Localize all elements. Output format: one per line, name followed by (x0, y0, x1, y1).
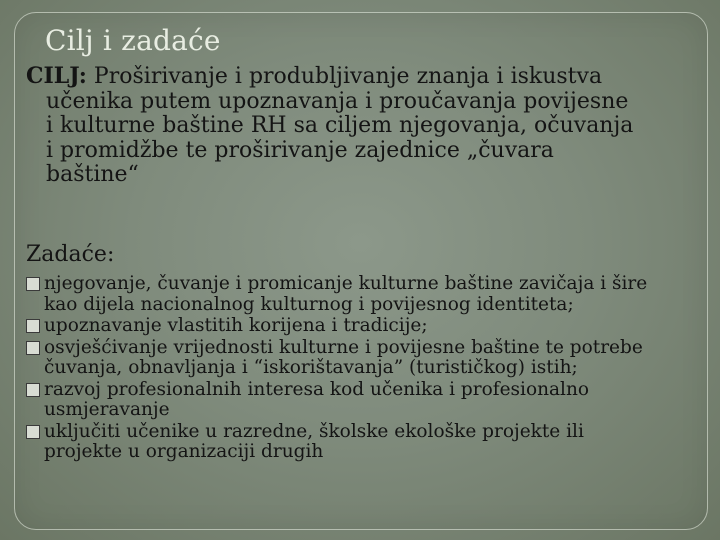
tasks-list (26, 274, 716, 464)
goal-line-1 (26, 64, 706, 90)
bullet-box-icon (26, 277, 40, 291)
task-item (26, 338, 716, 379)
goal-line-2: učenika putem upoznavanja i proučavanja povijesne (46, 88, 629, 114)
tasks-heading: Zadaće: (26, 242, 115, 267)
bullet-box-icon (26, 319, 40, 333)
task-item (26, 274, 716, 315)
goal-line-4: i promidžbe te proširivanje zajednice „čuvara (46, 137, 554, 163)
goal-label: CILJ: (26, 63, 87, 89)
task-item (26, 422, 716, 463)
task-line: uključiti učenike u razredne, školske ekološke projekte ili (44, 420, 584, 442)
task-line: usmjeravanje (44, 399, 170, 420)
task-line: projekte u organizaciji drugih (44, 441, 324, 462)
goal-line-3: i kulturne baštine RH sa ciljem njegovanja, očuvanja (46, 113, 634, 138)
task-item (26, 380, 716, 421)
task-line: razvoj profesionalnih interesa kod učenika i profesionalno (44, 378, 590, 400)
task-line: osvješćivanje vrijednosti kulturne i povijesne baštine te potrebe (44, 336, 643, 358)
bullet-box-icon (26, 341, 40, 355)
goal-paragraph (26, 64, 706, 188)
task-line: kao dijela nacionalnog kulturnog i povijesnog identiteta; (44, 293, 574, 315)
task-line: upoznavanje vlastitih korijena i tradicije; (44, 315, 428, 336)
slide-title: Cilj i zadaće (45, 24, 221, 57)
task-item (26, 316, 716, 337)
bullet-box-icon (26, 383, 40, 397)
task-line: čuvanja, obnavljanja i “iskorištavanja” (turističkog) istih; (44, 357, 578, 378)
goal-text-1: Proširivanje i produbljivanje znanja i iskustva (93, 64, 603, 89)
task-line: njegovanje, čuvanje i promicanje kulturne baštine zavičaja i šire (44, 273, 648, 294)
goal-line-5: baštine“ (46, 162, 139, 187)
bullet-box-icon (26, 425, 40, 439)
